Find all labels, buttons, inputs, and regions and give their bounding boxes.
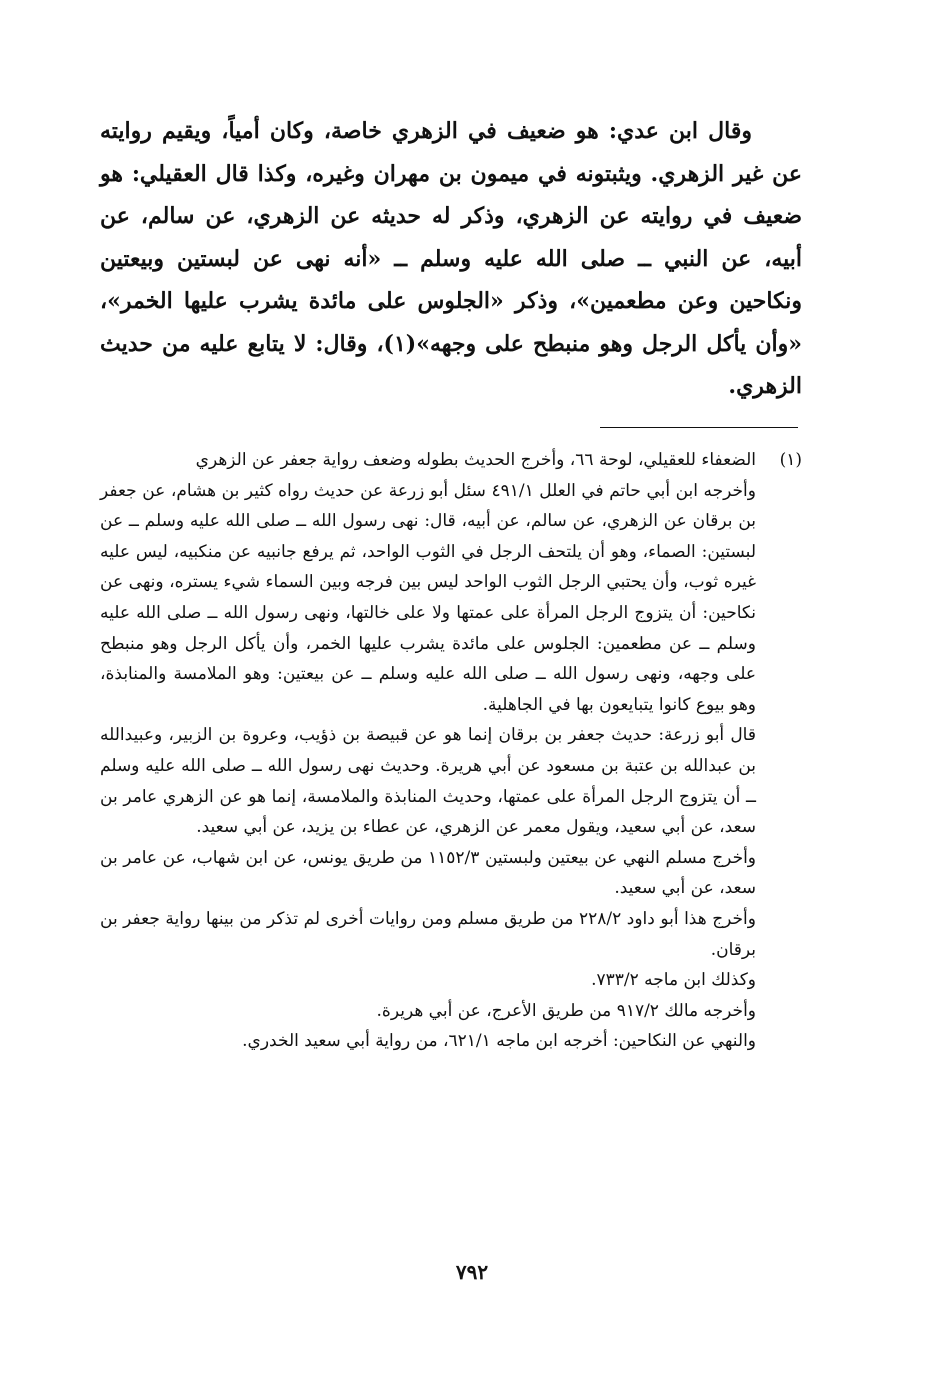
page-number: ٧٩٢ (455, 1260, 489, 1284)
footnote-marker: (١) (779, 450, 802, 470)
footnote-paragraph: وأخرجه ابن أبي حاتم في العلل ٤٩١/١ سئل أبو زرعة عن حديث رواه كثير بن هشام، عن جعفر بن برقان عن الزهري، عن سالم، عن أبيه، قال: نهى رسول الله ــ صلى الله عليه وسلم ــ عن لبستين: الصماء، وهو أن يلتحف الرجل في الثوب الواحد، ثم يرفع جانبيه عن منكبيه، ليس عليه غيره ثوب، وأن يحتبي الرجل الثوب الواحد ليس بين فرجه وبين السماء شيء يستره، ونهى عن نكاحين: أن يتزوج الرجل المرأة على عمتها ولا على خالتها، ونهى رسول الله ــ صلى الله عليه وسلم ــ عن مطعمين: الجلوس على مائدة يشرب عليها الخمر، وأن يأكل الرجل وهو منبطح على وجهه، ونهى رسول الله ــ صلى الله عليه وسلم ــ عن بيعتين: وهو الملامسة والمنابذة، وهو بيوع كانوا يتبايعون بها في الجاهلية. (100, 480, 756, 715)
footnote-paragraph: وكذلك ابن ماجه ٧٣٣/٢. (591, 970, 756, 991)
footnote-1 (100, 445, 802, 720)
main-paragraph: وقال ابن عدي: هو ضعيف في الزهري خاصة، وكان أمياً، ويقيم روايته عن غير الزهري. ويثبتونه في ميمون بن مهران وغيره، وكذا قال العقيلي: هو ضعيف في روايته عن الزهري، وذكر له حديثه عن الزهري، عن سالم، عن أبيه، عن النبي ــ صلى الله عليه وسلم ــ «أنه نهى عن لبستين وبيعتين ونكاحين وعن مطعمين»، وذكر «الجلوس على مائدة يشرب عليها الخمر»، «وأن يأكل الرجل وهو منبطح على وجهه»(١)، وقال: لا يتابع عليه من حديث الزهري. (100, 118, 802, 399)
footnote-paragraph: قال أبو زرعة: حديث جعفر بن برقان إنما هو عن قبيصة بن ذؤيب، وعروة بن الزبير، وعبيدالله بن عبدالله بن عتبة بن مسعود عن أبي هريرة. وحديث نهى رسول الله ــ صلى الله عليه وسلم ــ أن يتزوج الرجل المرأة على عمتها، وحديث المنابذة والملامسة، إنما هو عن الزهري عامر بن سعد، عن أبي سعيد، ويقول معمر عن الزهري، عن عطاء بن يزيد، عن أبي سعيد. (100, 725, 756, 838)
footnote-separator (600, 427, 798, 428)
footnote-paragraph: وأخرج مسلم النهي عن بيعتين ولبستين ١١٥٢/٣ من طريق يونس، عن ابن شهاب، عن عامر بن سعد، عن أبي سعيد. (100, 847, 757, 899)
footnote-paragraph: وأخرج هذا أبو داود ٢٢٨/٢ من طريق مسلم ومن روايات أخرى لم تذكر من بينها رواية جعفر بن برقان. (100, 908, 756, 960)
footnote-paragraph: وأخرجه مالك ٩١٧/٢ من طريق الأعرج، عن أبي هريرة. (376, 1000, 756, 1021)
main-text (100, 110, 802, 408)
footnote-paragraph: الضعفاء للعقيلي، لوحة ٦٦، وأخرج الحديث بطوله وضعف رواية جعفر عن الزهري (195, 450, 756, 470)
footnote-paragraph: والنهي عن النكاحين: أخرجه ابن ماجه ٦٢١/١، من رواية أبي سعيد الخدري. (242, 1031, 756, 1052)
footnotes (100, 445, 802, 1057)
